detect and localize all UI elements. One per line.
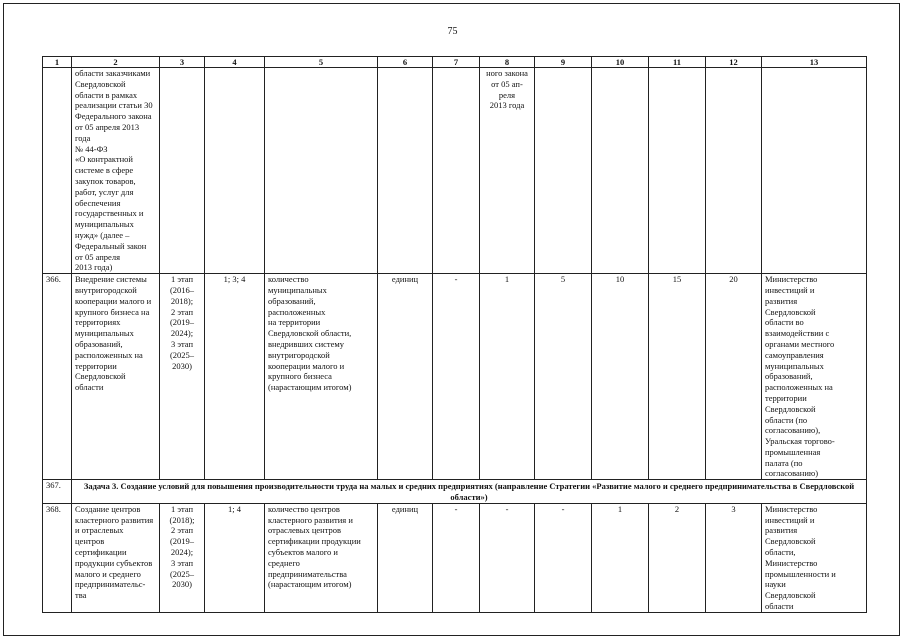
row-number: 366.	[43, 274, 72, 480]
tasks-cell	[205, 68, 265, 274]
table-row	[43, 274, 867, 480]
column-header: 5	[265, 57, 378, 68]
page-number: 75	[447, 26, 458, 37]
value-cell: -	[535, 503, 592, 612]
tasks-cell: 1; 3; 4	[205, 274, 265, 480]
value-cell	[433, 68, 480, 274]
value-cell: 5	[535, 274, 592, 480]
value-cell: 1	[592, 503, 649, 612]
value-cell: 15	[649, 274, 706, 480]
unit-cell	[378, 68, 433, 274]
column-header: 12	[706, 57, 762, 68]
unit-cell: единиц	[378, 503, 433, 612]
measure-name: Внедрение системы внутригородской кооперации малого и крупного бизнеса на территориях муниципальных образований, расположенных на территории Свердловской области	[72, 274, 160, 480]
row-number	[43, 68, 72, 274]
column-header: 7	[433, 57, 480, 68]
value-cell: 10	[592, 274, 649, 480]
column-header: 8	[480, 57, 535, 68]
stage-cell: 1 этап (2016– 2018); 2 этап (2019– 2024); 3 этап (2025– 2030)	[160, 274, 205, 480]
program-table	[42, 56, 867, 613]
responsible-cell: Министерство инвестиций и развития Свердловской области, Министерство промышленности и науки Свердловской области	[762, 503, 867, 612]
value-cell: ного закона от 05 ап- реля 2013 года	[480, 68, 535, 274]
value-cell: 20	[706, 274, 762, 480]
column-header: 9	[535, 57, 592, 68]
value-cell	[649, 68, 706, 274]
table-row	[43, 503, 867, 612]
value-cell	[592, 68, 649, 274]
unit-cell: единиц	[378, 274, 433, 480]
responsible-cell: Министерство инвестиций и развития Свердловской области во взаимодействии с органами местного самоуправления муниципальных образований, расположенных на территории Свердловской области (по согласованию), Уральская торгово- промышленная палата (по согласованию)	[762, 274, 867, 480]
row-number: 367.	[43, 480, 72, 504]
value-cell: -	[433, 503, 480, 612]
value-cell	[535, 68, 592, 274]
stage-cell	[160, 68, 205, 274]
value-cell: 1	[480, 274, 535, 480]
measure-name: области заказчиками Свердловской области в рамках реализации статьи 30 Федерального закона от 05 апреля 2013 года № 44-ФЗ «О контрактной системе в сфере закупок товаров, работ, услуг для обеспечения государственных и муниципальных нужд» (далее – Федеральный закон от 05 апреля 2013 года)	[72, 68, 160, 274]
column-header: 2	[72, 57, 160, 68]
measure-name: Создание центров кластерного развития и отраслевых центров сертификации продукции субъектов малого и среднего предпринимательс- тва	[72, 503, 160, 612]
value-cell: 3	[706, 503, 762, 612]
indicator-cell: количество муниципальных образований, расположенных на территории Свердловской области, внедривших систему внутригородской кооперации малого и крупного бизнеса (нарастающим итогом)	[265, 274, 378, 480]
column-header: 3	[160, 57, 205, 68]
column-header: 13	[762, 57, 867, 68]
value-cell: 2	[649, 503, 706, 612]
row-number: 368.	[43, 503, 72, 612]
column-header-row	[43, 57, 867, 68]
value-cell	[706, 68, 762, 274]
column-header: 4	[205, 57, 265, 68]
table-row	[43, 68, 867, 274]
tasks-cell: 1; 4	[205, 503, 265, 612]
value-cell: -	[433, 274, 480, 480]
stage-cell: 1 этап (2018); 2 этап (2019– 2024); 3 этап (2025– 2030)	[160, 503, 205, 612]
task-heading-row	[43, 480, 867, 504]
indicator-cell	[265, 68, 378, 274]
indicator-cell: количество центров кластерного развития и отраслевых центров сертификации продукции субъектов малого и среднего предпринимательства (нарастающим итогом)	[265, 503, 378, 612]
task-heading: Задача 3. Создание условий для повышения производительности труда на малых и средних предприятиях (направление Стратегии «Развитие малого и среднего предпринимательства в Свердловской области»)	[72, 480, 867, 504]
value-cell: -	[480, 503, 535, 612]
column-header: 10	[592, 57, 649, 68]
column-header: 6	[378, 57, 433, 68]
column-header: 1	[43, 57, 72, 68]
responsible-cell	[762, 68, 867, 274]
column-header: 11	[649, 57, 706, 68]
